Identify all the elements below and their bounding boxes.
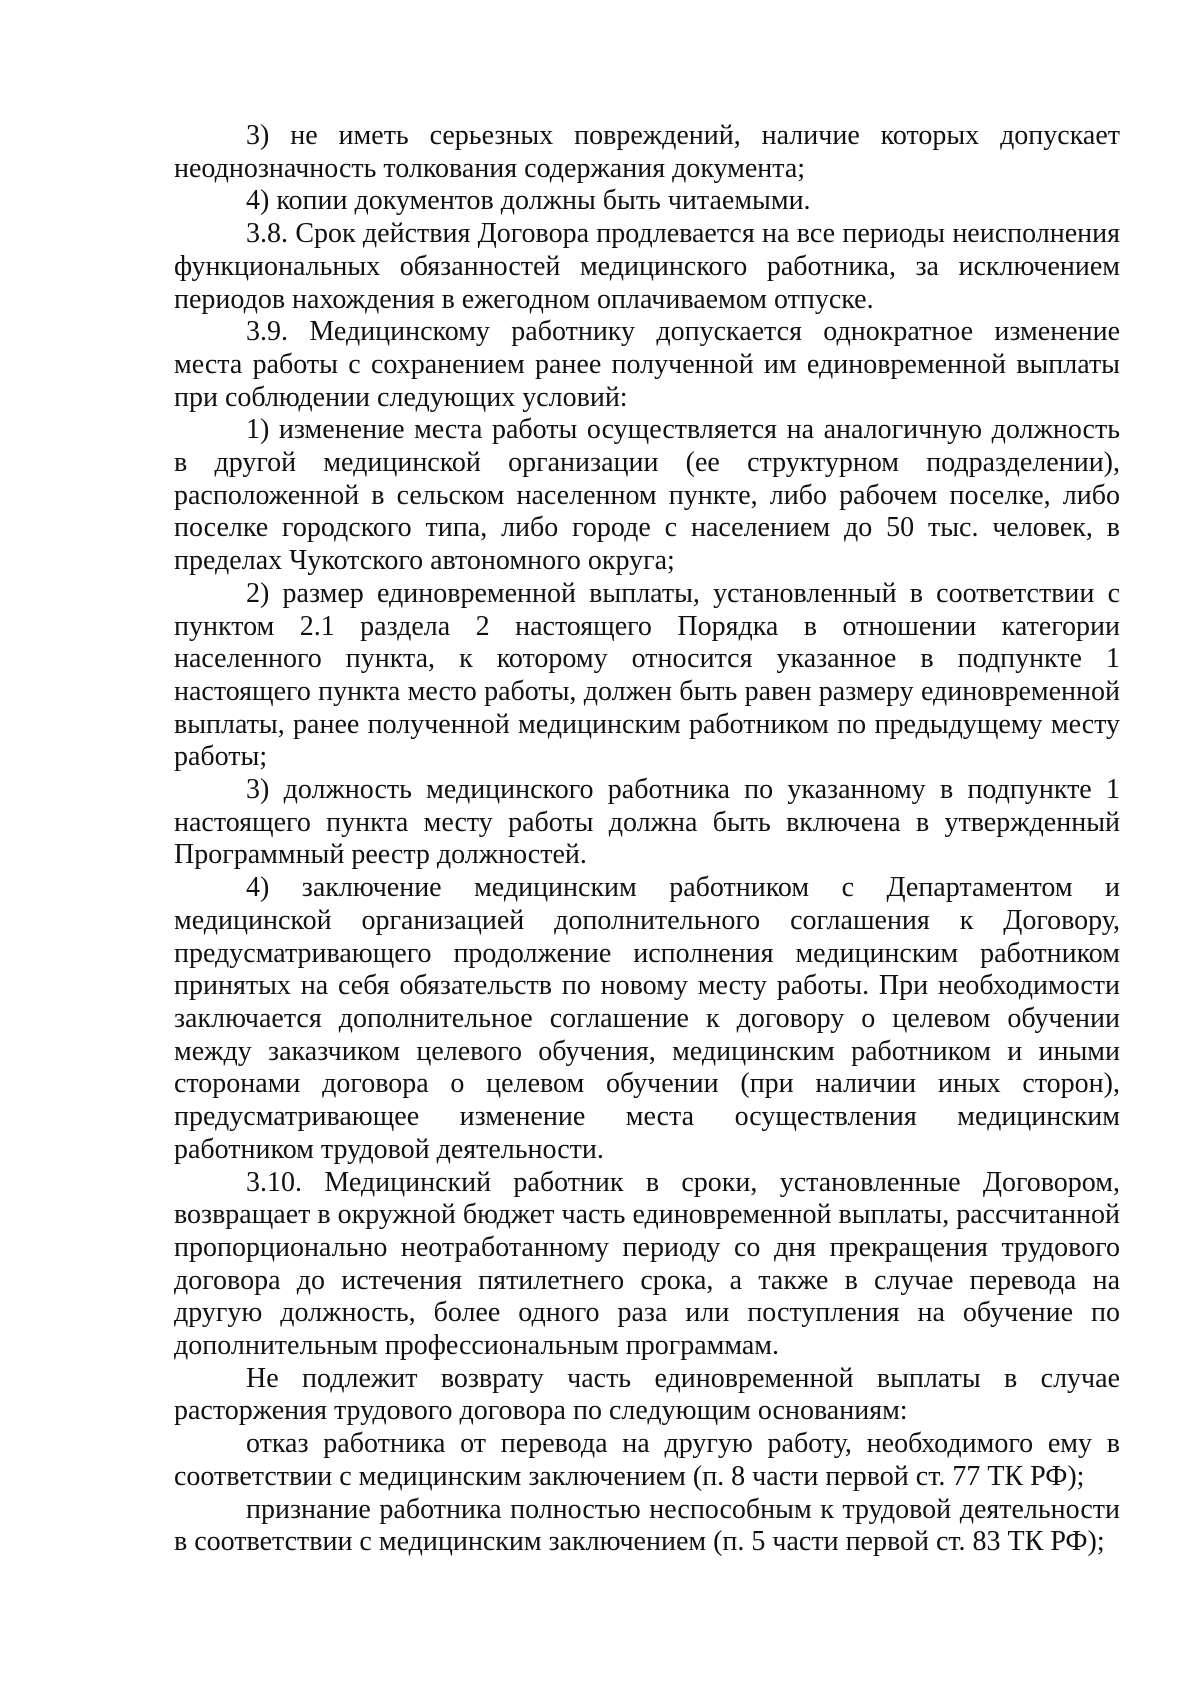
paragraph-item-3: 3) не иметь серьезных повреждений, наличие которых допускает неоднозначность толкования содержания документа; [174, 120, 1120, 184]
paragraph-3-9: 3.9. Медицинскому работнику допускается однократное изменение места работы с сохранением ранее полученной им единовременной выплаты при соблюдении следующих условий: [174, 316, 1120, 413]
paragraph-no-refund: Не подлежит возврату часть единовременной выплаты в случае расторжения трудового договора по следующим основаниям: [174, 1362, 1120, 1427]
paragraph-3-9-item-4: 4) заключение медицинским работником с Департаментом и медицинской организацией дополнительного соглашения к Договору, предусматривающего продолжение исполнения медицинским работником принятых на себя обязательств по новому месту работы. При необходимости заключается дополнительное соглашение к договору о целевом обучении между заказчиком целевого обучения, медицинским работником и иными сторонами договора о целевом обучении (при наличии иных сторон), предусматривающее изменение места осуществления медицинским работником трудовой деятельности. [174, 872, 1120, 1165]
paragraph-ground-refusal: отказ работника от перевода на другую работу, необходимого ему в соответствии с медицинским заключением (п. 8 части первой ст. 77 ТК РФ); [174, 1428, 1120, 1492]
paragraph-item-4: 4) копии документов должны быть читаемыми. [246, 185, 811, 217]
paragraph-3-10: 3.10. Медицинский работник в сроки, установленные Договором, возвращает в окружной бюджет часть единовременной выплаты, рассчитанной пропорционально неотработанному периоду со дня прекращения трудового договора до истечения пятилетнего срока, а также в случае перевода на другую должность, более одного раза или поступления на обучение по дополнительным профессиональным программам. [174, 1166, 1120, 1362]
paragraph-ground-incapacity: признание работника полностью неспособным к трудовой деятельности в соответствии с медицинским заключением (п. 5 части первой ст. 83 ТК РФ); [174, 1493, 1120, 1558]
paragraph-3-9-item-2: 2) размер единовременной выплаты, установленный в соответствии с пунктом 2.1 раздела 2 настоящего Порядка в отношении категории населенного пункта, к которому относится указанное в подпункте 1 настоящего пункта место работы, должен быть равен размеру единовременной выплаты, ранее полученной медицинским работником по предыдущему месту работы; [174, 577, 1120, 773]
paragraph-3-9-item-1: 1) изменение места работы осуществляется на аналогичную должность в другой медицинской организации (ее структурном подразделении), расположенной в сельском населенном пункте, либо рабочем поселке, либо поселке городского типа, либо городе с населением до 50 тыс. человек, в пределах Чукотского автономного округа; [174, 414, 1120, 577]
document-page [174, 120, 1120, 1559]
paragraph-3-8: 3.8. Срок действия Договора продлевается на все периоды неисполнения функциональных обязанностей медицинского работника, за исключением периодов нахождения в ежегодном оплачиваемом отпуске. [174, 218, 1120, 315]
paragraph-3-9-item-3: 3) должность медицинского работника по указанному в подпункте 1 настоящего пункта месту работы должна быть включена в утвержденный Программный реестр должностей. [174, 774, 1120, 871]
